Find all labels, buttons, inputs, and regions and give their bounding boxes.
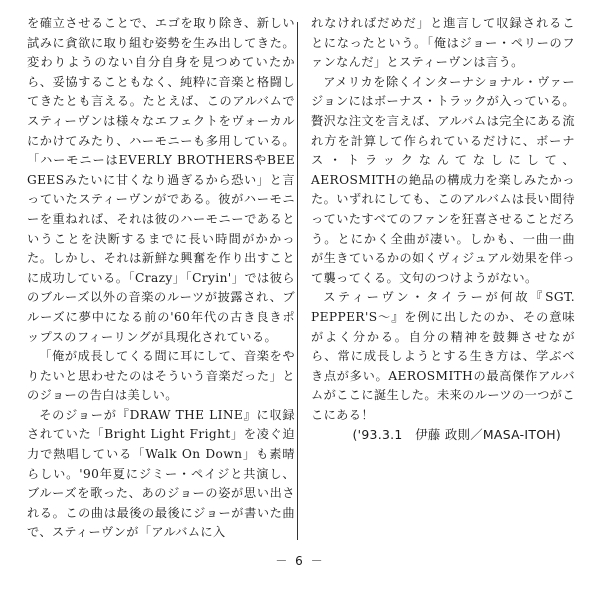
column-divider	[297, 22, 298, 540]
right-paragraph-1: れなければだめだ」と進言して収録されることになったという。「俺はジョー・ペリーのファンなんだ」とスティーヴンは言う。	[311, 16, 575, 70]
page-number: － 6 －	[275, 554, 325, 568]
left-column	[27, 14, 295, 543]
author-signature: ('93.3.1 伊藤 政則／MASA-ITOH)	[352, 427, 561, 443]
right-paragraph-3: スティーヴン・タイラーが何故『SGT. PEPPER'S～』を例に出したのか、その意味がよく分かる。自分の精神を鼓舞させながら、常に成長しようとする生き方は、学ぶべき点が多い。AEROSMITHの最高傑作アルバムがここに誕生した。未来のルーツの一つがここにある！	[311, 290, 575, 422]
left-paragraph-2: 「俺が成長してくる間に耳にして、音楽をやりたいと思わせたのはそういう音楽だった」とのジョーの告白は美しい。	[27, 349, 295, 403]
right-paragraph-2: アメリカを除くインターナショナル・ヴァージョンにはボーナス・トラックが入っている。贅沢な注文を言えば、アルバムは完全にある流れ方を計算して作られているだけに、ボーナス・トラックなんてなしにして、AEROSMITHの絶品の構成力を楽しみたかった。いずれにしても、このアルバムは長い間待っていたすべてのファンを狂喜させることだろう。とにかく全曲が凄い。しかも、一曲一曲が生きているかの如くヴィジュアル効果を伴って襲ってくる。文句のつけようがない。	[311, 74, 575, 285]
left-paragraph-3: そのジョーが『DRAW THE LINE』に収録されていた「Bright Light Fright」を凌ぐ迫力で熱唱している「Walk On Down」も素晴らしい。'90年夏にジミー・ペイジと共演し、ブルーズを歌った、あのジョーの姿が思い出される。この曲は最後の最後にジョーが書いた曲で、スティーヴンが「アルバムに入	[27, 407, 295, 540]
left-paragraph-1: を確立させることで、エゴを取り除き、新しい試みに貪欲に取り組む姿勢を生み出してきた。変わりようのない自分自身を見つめていたから、妥協することもなく、純粋に音楽と格闘してきたとも言える。たとえば、このアルバムでスティーヴンは様々なエフェクトをヴォーカルにかけてみたり、ハーモニーも多用している。「ハーモニーはEVERLY BROTHERSやBEE GEESみたいに甘くなり過ぎるから恐い」と言っていたスティーヴンがである。彼がハーモニーを重ねれば、それは彼のハーモニーであるということを決断するまでに長い時間がかかった。しかし、それは新鮮な興奮を作り出すことに成功している。「Crazy」「Cryin'」では彼らのブルーズ以外の音楽のルーツが披露され、ブルーズに夢中になる前の'60年代の古き良きポップスのフィーリングが具現化されている。	[27, 16, 295, 344]
right-column	[311, 14, 575, 445]
